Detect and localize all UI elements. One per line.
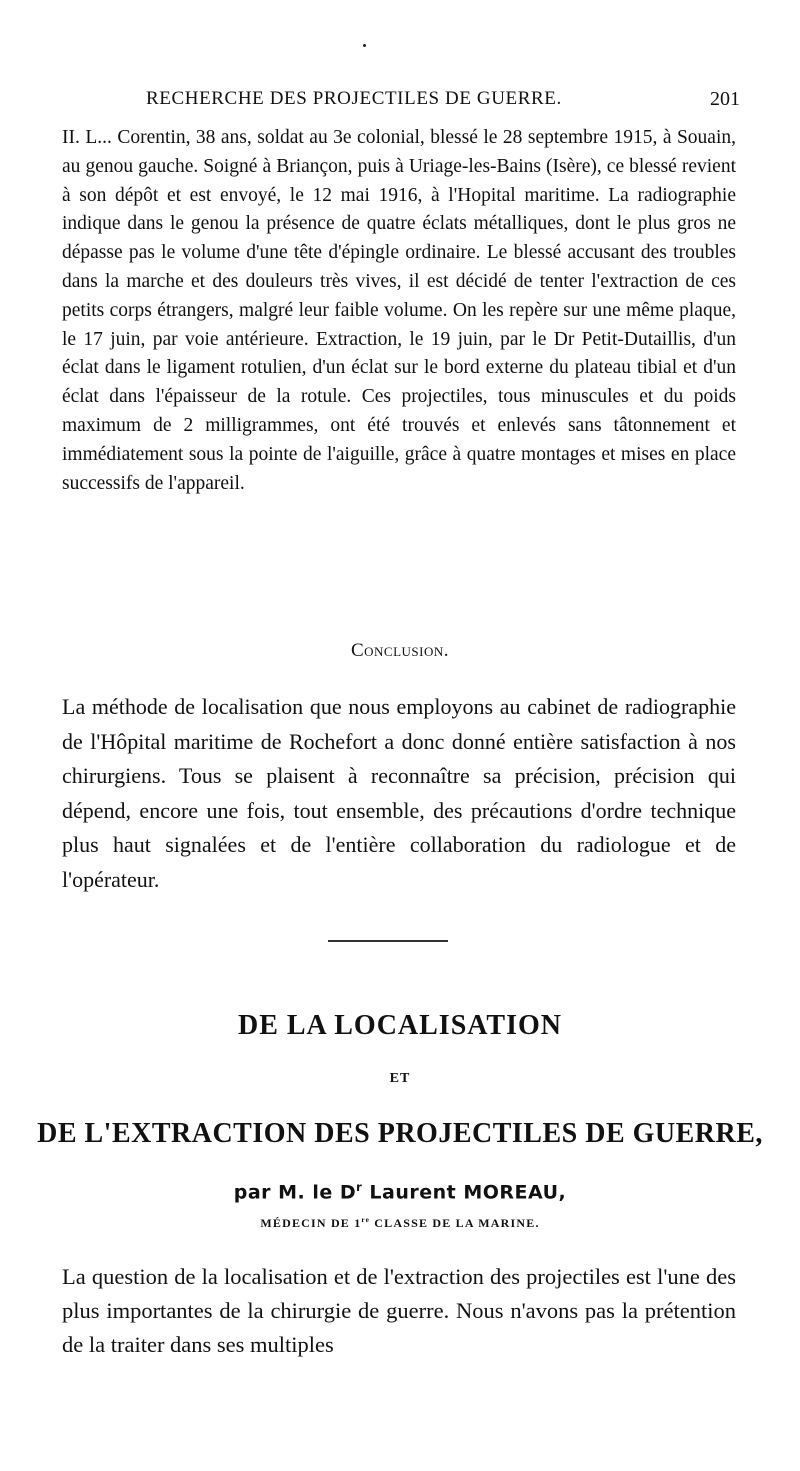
ink-speck [363,44,366,47]
running-title: RECHERCHE DES PROJECTILES DE GUERRE. [146,88,562,109]
case-paragraph: II. L... Corentin, 38 ans, soldat au 3e colonial, blessé le 28 septembre 1915, à Souain, au genou gauche. Soigné à Briançon, puis à Uriage-les-Bains (Isère), ce blessé revient à son dépôt et est envoyé, le 12 mai 1916, à l'Hopital maritime. La radiographie indique dans le genou la présence de quatre éclats métalliques, dont le plus gros ne dépasse pas le volume d'une tête d'épingle ordinaire. Le blessé accusant des troubles dans la marche et des douleurs très vives, il est décidé de tenter l'extraction de ces petits corps étrangers, malgré leur faible volume. On les repère sur une même plaque, le 17 juin, par voie antérieure. Extraction, le 19 juin, par le Dr Petit-Dutaillis, d'un éclat dans le ligament rotulien, d'un éclat sur le bord externe du plateau tibial et d'un éclat dans l'épaisseur de la rotule. Ces projectiles, tous minuscules et du poids maximum de 2 milligrammes, ont été trouvés et enlevés sans tâtonnement et immédiatement sous la pointe de l'aiguille, grâce à quatre montages et mises en place successifs de l'appareil. [62,127,736,494]
author-name: Laurent MOREAU, [362,1181,567,1204]
author-rank [0,1216,800,1231]
article-opening-paragraph: La question de la localisation et de l'extraction des projectiles est l'une des plus importantes de la chirurgie de guerre. Nous n'avons pas la prétention de la traiter dans ses multiples [62,1264,736,1357]
author-prefix: par M. le D [233,1181,357,1204]
running-head [60,88,740,118]
rank-suffix: CLASSE DE LA MARINE. [370,1216,540,1230]
article-title-line-1: DE LA LOCALISATION [237,1010,562,1041]
rank-prefix: MÉDECIN DE 1 [260,1216,362,1230]
section-divider [328,940,448,942]
author-title-sup: r [356,1180,363,1194]
conclusion-paragraph: La méthode de localisation que nous employons au cabinet de radiographie de l'Hôpital maritime de Rochefort a donc donné entière satisfaction à nos chirurgiens. Tous se plaisent à reconnaître sa précision, précision qui dépend, encore une fois, tout ensemble, des précautions d'ordre technique plus haut signalées et de l'entière collaboration du radiologue et de l'opérateur. [62,694,736,892]
article-author [0,1180,800,1203]
rank-sup: re [361,1216,371,1224]
conclusion-heading: Conclusion. [350,640,450,661]
article-title-conjunction: ET [389,1071,411,1086]
page-number: 201 [710,88,740,110]
article-title-line-2: DE L'EXTRACTION DES PROJECTILES DE GUERRE, [37,1118,763,1149]
